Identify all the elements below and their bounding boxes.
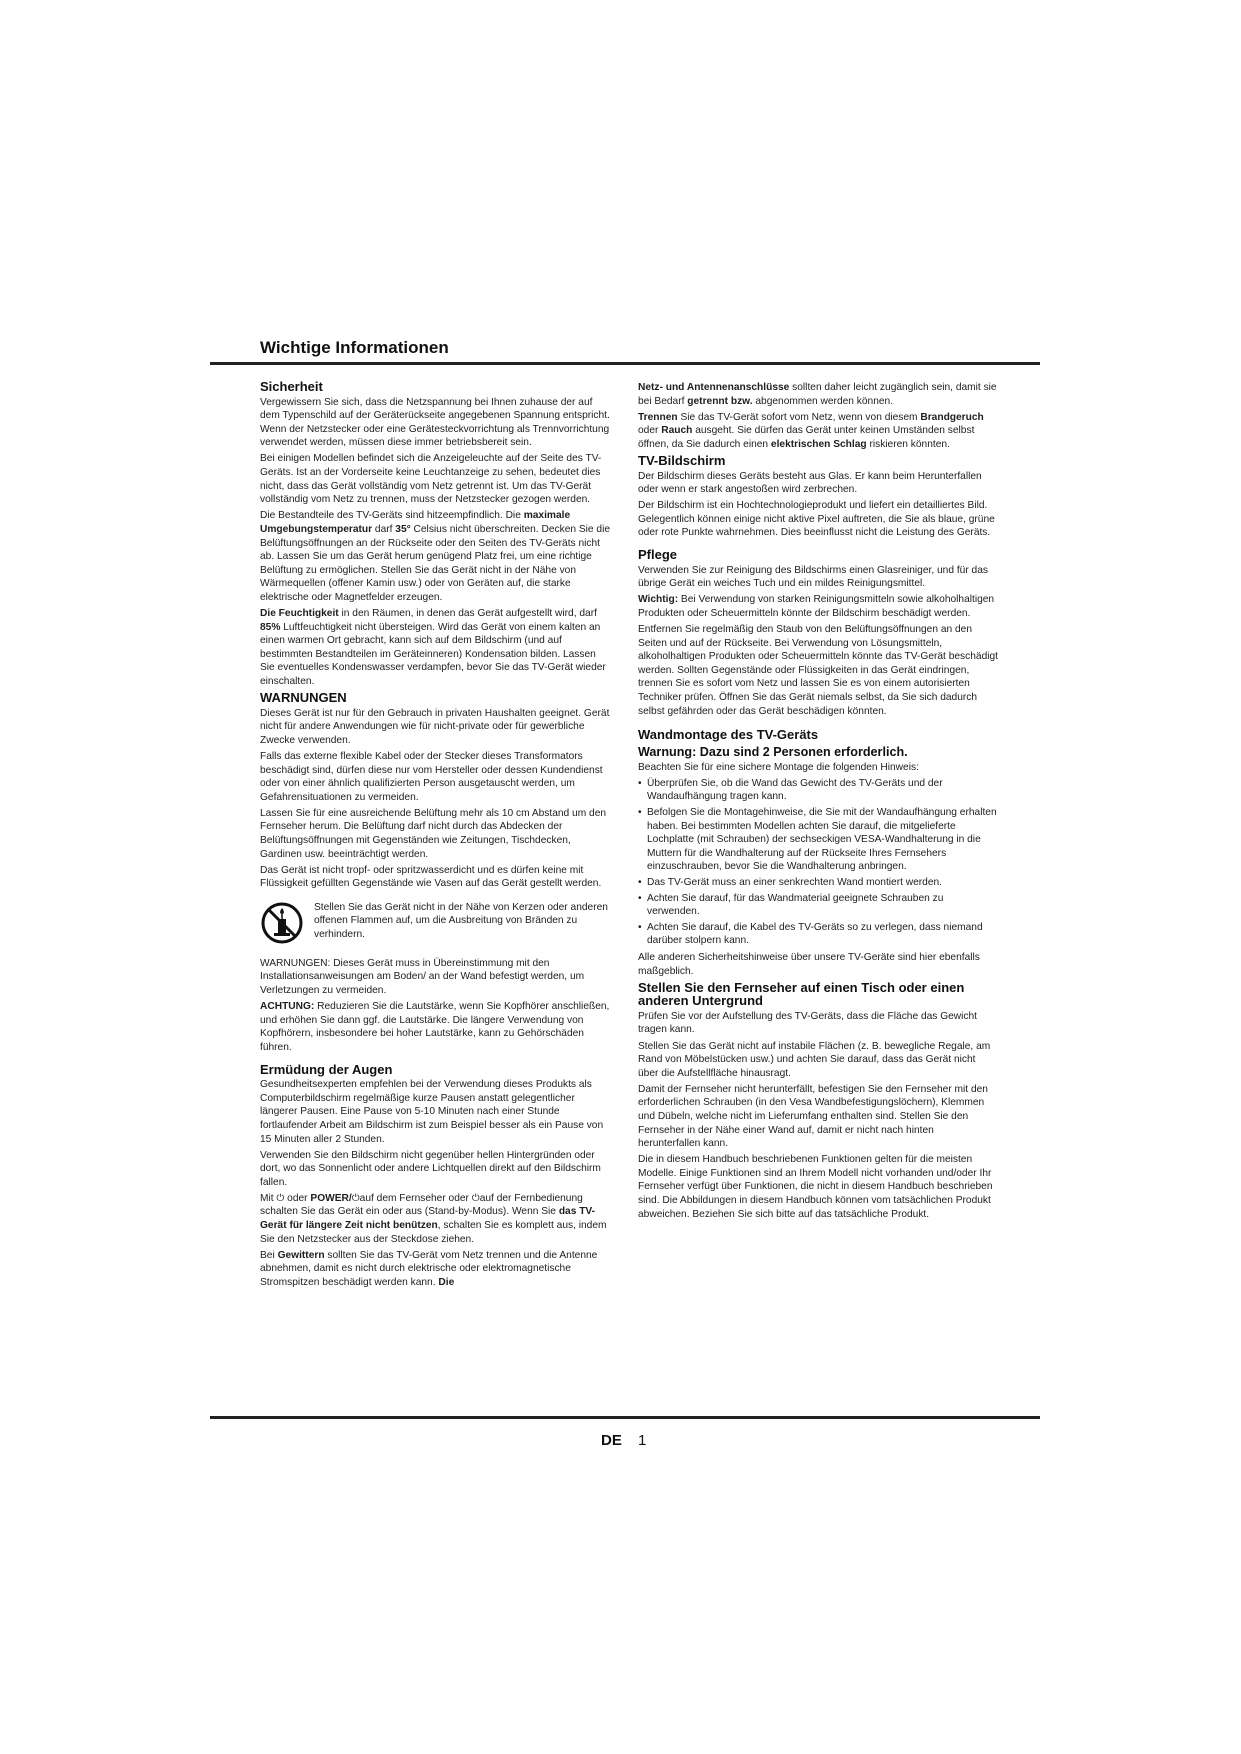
page-number: 1 [638, 1432, 647, 1449]
paragraph: Stellen Sie das Gerät nicht auf instabile Flächen (z. B. bewegliche Regale, am Rand von Möbelstücken usw.) und achten Sie darauf, dass das Gerät nicht über die Aufstellfläche hinausragt. [638, 1040, 991, 1079]
section-heading-augen: Ermüdung der Augen [260, 1061, 393, 1077]
paragraph: Die in diesem Handbuch beschriebenen Funktionen gelten für die meisten Modelle. Einige Funktionen sind an Ihrem Modell nicht vorhanden und/oder Ihr Fernseher verfügt über Funktionen, die nicht in diesem Handbuch beschrieben sind. Die Abbildungen in diesem Handbuch können vom tatsächlichen Produkt abweichen. Beziehen Sie sich bitte auf das tatsächliche Produkt. [638, 1154, 993, 1220]
candle-warning [260, 901, 612, 945]
header-rule [210, 362, 1040, 365]
paragraph: Verwenden Sie den Bildschirm nicht gegenüber hellen Hintergründen oder dort, wo das Sonnenlicht oder andere Lichtquellen direkt auf den Bildschirm fallen. [260, 1149, 601, 1188]
paragraph: Trennen Sie das TV-Gerät sofort vom Netz, wenn von diesem Brandgeruch oder Rauch ausgeht. Sie dürfen das Gerät unter keinen Umständen selbst öffnen, da Sie dadurch einen elektrischen Schlag riskieren könnten. [638, 411, 984, 450]
page-title: Wichtige Informationen [260, 338, 449, 357]
paragraph: Verwenden Sie zur Reinigung des Bildschirms einen Glasreiniger, und für das übrige Gerät ein weiches Tuch und ein mildes Reinigungsmittel. [638, 564, 988, 590]
list-item: • Achten Sie darauf, die Kabel des TV-Geräts so zu verlegen, dass niemand darüber stolpern kann. [638, 921, 998, 948]
paragraph: Das Gerät ist nicht tropf- oder spritzwasserdicht und es dürfen keine mit Flüssigkeit gefüllten Gegenstände wie Vasen auf das Gerät gestellt werden. [260, 864, 602, 890]
paragraph: Lassen Sie für eine ausreichende Belüftung mehr als 10 cm Abstand um den Fernseher herum. Die Belüftung darf nicht durch das Abdecken der Belüftungsöffnungen mit Gegenständen wie Zeitungen, Tischdecken, Gardinen usw. beeinträchtigt werden. [260, 807, 607, 860]
paragraph: Prüfen Sie vor der Aufstellung des TV-Geräts, dass die Fläche das Gewicht tragen kann. [638, 1010, 978, 1036]
power-icon: ⏻ [471, 1192, 480, 1204]
section-heading-warnungen: WARNUNGEN [260, 690, 347, 706]
left-column [260, 378, 612, 1292]
paragraph: Bei einigen Modellen befindet sich die Anzeigeleuchte auf der Seite des TV-Geräts. Ist an der Vorderseite keine Leuchtanzeige zu sehen, bedeutet dies nicht, dass das Gerät vollständig vom Netz getrennt ist. Um das TV-Gerät vollständig vom Netz zu trennen, muss der Netzstecker gezogen werden. [260, 453, 602, 506]
paragraph: Die Bestandteile des TV-Geräts sind hitzeempfindlich. Die maximale Umgebungstemperatur darf 35° Celsius nicht überschreiten. Decken Sie die Belüftungsöffnungen an der Rückseite oder den Seiten des TV-Geräts nicht ab. Lassen Sie um das Gerät herum genügend Platz frei, um eine richtige Belüftung zu ermöglichen. Stellen Sie das Gerät nicht in der Nähe von Wärmequellen (offener Kamin usw.) oder von Geräten auf, die starke elektrische oder Magnetfelder erzeugen. [260, 510, 611, 603]
paragraph: Damit der Fernseher nicht herunterfällt, befestigen Sie den Fernseher mit den erforderlichen Schrauben (in den Vesa Wandbefestigungslöchern), Klemmen und Dübeln, welche nicht im Lieferumfang enthalten sind. Stellen Sie den Fernseher in der Nähe einer Wand auf, damit er nicht nach hinten herunterfallen kann. [638, 1083, 988, 1150]
paragraph: Bei Gewittern sollten Sie das TV-Gerät vom Netz trennen und die Antenne abnehmen, damit es nicht durch elektrische oder elektromagnetische Stromspitzen beschädigt werden kann. Die [260, 1249, 598, 1288]
paragraph: Wichtig: Bei Verwendung von starken Reinigungsmitteln sowie alkoholhaltigen Produkten oder Scheuermitteln könnte der Bildschirm beschädigt werden. [638, 594, 995, 619]
wall-mount-warning: Warnung: Dazu sind 2 Personen erforderlich. [638, 744, 908, 759]
list-item: • Überprüfen Sie, ob die Wand das Gewicht des TV-Geräts und der Wandaufhängung tragen kann. [638, 777, 998, 804]
paragraph: Falls das externe flexible Kabel oder der Stecker dieses Transformators beschädigt sind, dürfen diese nur vom Hersteller oder dessen Kundendienst oder von einer ähnlich qualifizierten Person ausgetauscht werden, um Gefahrensituationen zu vermeiden. [260, 750, 603, 803]
candle-warning-text: Stellen Sie das Gerät nicht in der Nähe von Kerzen oder anderen offenen Flammen auf, um die Ausbreitung von Bränden zu verhindern. [314, 901, 608, 941]
paragraph: Entfernen Sie regelmäßig den Staub von den Belüftungsöffnungen an den Seiten und auf der Rückseite. Bei Verwendung von Lösungsmitteln, alkoholhaltigen Produkten oder Scheuermitteln könnte das TV-Gerät beschädigt werden. Sollten Gegenstände oder Flüssigkeiten in das Gerät eindringen, trennen Sie es sofort vom Netz und lassen Sie es von einem autorisierten Techniker prüfen. Öffnen Sie das Gerät niemals selbst, da Sie sich dadurch selbst gefährden oder das Gerät beschädigen könnten. [638, 624, 998, 717]
no-candle-icon [260, 901, 304, 945]
wall-mount-list [638, 777, 998, 948]
paragraph: Der Bildschirm dieses Geräts besteht aus Glas. Er kann beim Herunterfallen oder wenn er stark angestoßen wird zerbrechen. [638, 470, 982, 496]
paragraph: WARNUNGEN: Dieses Gerät muss in Übereinstimmung mit den Installationsanweisungen am Boden/ an der Wand befestigt werden, um Verletzungen zu vermeiden. [260, 957, 585, 997]
power-icon: ⏻ [276, 1192, 285, 1204]
power-icon: ⏻ [351, 1192, 360, 1204]
paragraph: Gesundheitsexperten empfehlen bei der Verwendung dieses Produkts als Computerbildschirm regelmäßige kurze Pausen anstatt gelegentlicher längerer Pausen. Eine Pause von 5-10 Minuten nach einer Stunde fortlaufender Arbeit am Bildschirm ist zum Beispiel besser als ein Pause von 15 Minuten aller 2 Stunden. [260, 1079, 604, 1145]
section-heading-pflege: Pflege [638, 547, 678, 563]
section-heading-sicherheit: Sicherheit [260, 379, 323, 394]
section-heading-wandmontage: Wandmontage des TV-Geräts [638, 727, 819, 743]
list-item: • Das TV-Gerät muss an einer senkrechten Wand montiert werden. [638, 876, 998, 890]
section-heading-tisch: Stellen Sie den Fernseher auf einen Tisch oder einen anderen Untergrund [638, 979, 965, 1009]
language-code: DE [601, 1432, 622, 1449]
footer-rule [210, 1416, 1040, 1419]
paragraph: Dieses Gerät ist nur für den Gebrauch in privaten Haushalten geeignet. Gerät nicht für andere Anwendungen wie für nicht-private oder für gewerbliche Zwecke verwenden. [260, 707, 610, 746]
list-item: • Befolgen Sie die Montagehinweise, die Sie mit der Wandaufhängung erhalten haben. Bei bestimmten Modellen achten Sie darauf, die mitgelieferte Lochplatte (mit Schrauben) der sechseckigen VESA-Wandhalterung in die Muttern für die Wandhalterung auf der Rückseite Ihres Fernsehers einzuschrauben, bevor Sie die Wandhalterung anbringen. [638, 806, 998, 874]
paragraph: Alle anderen Sicherheitshinweise über unsere TV-Geräte sind hier ebenfalls maßgeblich. [638, 951, 980, 977]
paragraph: Der Bildschirm ist ein Hochtechnologieprodukt und liefert ein detailliertes Bild. Gelegentlich können einige nicht aktive Pixel auftreten, die Sie als blaue, grüne oder rote Punkte wahrnehmen. Dies beeinflusst nicht die Leistung des Geräts. [638, 500, 995, 539]
paragraph: Mit ⏻ oder POWER/⏻auf dem Fernseher oder ⏻auf der Fernbedienung schalten Sie das Gerät ein oder aus (Stand-by-Modus). Wenn Sie das TV-Gerät für längere Zeit nicht benützen, schalten Sie es komplett aus, indem Sie den Netzstecker aus der Steckdose ziehen. [260, 1192, 607, 1245]
paragraph: Die Feuchtigkeit in den Räumen, in denen das Gerät aufgestellt wird, darf 85% Luftfeuchtigkeit nicht übersteigen. Wird das Gerät von einem kalten an einen warmen Ort gebracht, kann sich auf dem Bildschirm (und auf bestimmten Bestandteilen im Geräteinneren) Kondensation bilden. Lassen Sie eventuelles Kondenswasser verdampfen, bevor Sie das TV-Gerät wieder einschalten. [260, 608, 606, 687]
list-item: • Achten Sie darauf, für das Wandmaterial geeignete Schrauben zu verwenden. [638, 892, 998, 919]
paragraph: ACHTUNG: Reduzieren Sie die Lautstärke, wenn Sie Kopfhörer anschließen, und erhöhen Sie dann ggf. die Lautstärke. Die längere Verwendung von Kopfhörern, insbesondere bei hoher Lautstärke, kann zu Gehörschäden führen. [260, 1001, 610, 1053]
paragraph: Netz- und Antennenanschlüsse sollten daher leicht zugänglich sein, damit sie bei Bedarf getrennt bzw. abgenommen werden können. [638, 382, 997, 407]
right-column [638, 381, 998, 1224]
paragraph: Vergewissern Sie sich, dass die Netzspannung bei Ihnen zuhause der auf dem Typenschild auf der Geräterückseite angegebenen Spannung entspricht. Wenn der Netzstecker oder eine Gerätesteckvorrichtung als Trennvorrichtung verwendet werden, müssen diese immer betriebsbereit sein. [260, 396, 610, 449]
section-heading-tv-bildschirm: TV-Bildschirm [638, 452, 726, 468]
paragraph: Beachten Sie für eine sichere Montage die folgenden Hinweis: [638, 761, 919, 773]
